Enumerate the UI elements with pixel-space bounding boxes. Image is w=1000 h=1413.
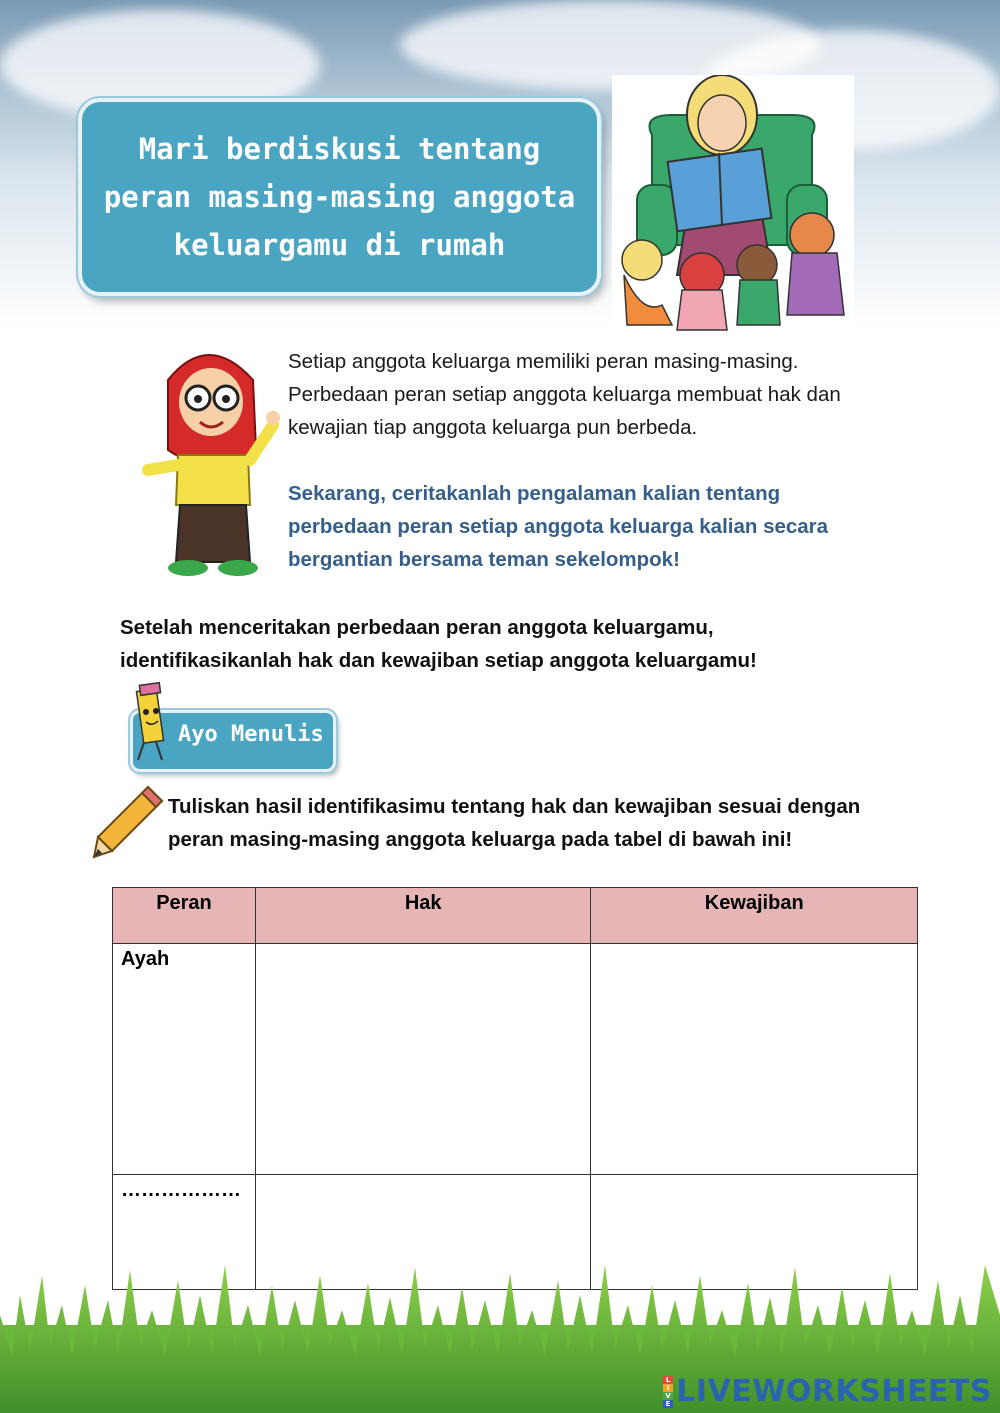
- header-kewajiban: Kewajiban: [591, 888, 918, 944]
- roles-table: [112, 887, 918, 1290]
- pencil-mascot-icon: [124, 682, 176, 764]
- storytime-illustration: [612, 75, 854, 335]
- hijab-girl-illustration: [138, 340, 283, 580]
- page-title: Mari berdiskusi tentang peran masing-masing anggota keluargamu di rumah: [103, 132, 576, 262]
- pencil-icon: [90, 783, 166, 859]
- live-logo-icon: L I V E: [663, 1376, 673, 1408]
- cell-peran: Ayah: [113, 944, 256, 1175]
- header-hak: Hak: [255, 888, 590, 944]
- table-header-row: [113, 888, 918, 944]
- identify-instruction: Setelah menceritakan perbedaan peran anggota keluargamu, identifikasikanlah hak dan kewajiban setiap anggota keluargamu!: [120, 616, 757, 672]
- title-banner: [78, 98, 601, 296]
- writing-instruction: Tuliskan hasil identifikasimu tentang hak dan kewajiban sesuai dengan peran masing-masing anggota keluarga pada tabel di bawah ini!: [168, 795, 861, 851]
- discussion-prompt: Sekarang, ceritakanlah pengalaman kalian tentang perbedaan peran setiap anggota keluarga kalian secara bergantian bersama teman sekelompok!: [288, 482, 829, 571]
- ayo-menulis-label: Ayo Menulis: [178, 722, 324, 747]
- table-row: [113, 944, 918, 1175]
- watermark-text: LIVEWORKSHEETS: [676, 1374, 992, 1409]
- liveworksheets-watermark: [663, 1374, 992, 1409]
- cell-peran-input[interactable]: ………………: [113, 1175, 256, 1290]
- intro-paragraph: Setiap anggota keluarga memiliki peran masing-masing. Perbedaan peran setiap anggota keluarga membuat hak dan kewajian tiap anggota keluarga pun berbeda.: [288, 350, 841, 439]
- header-peran: Peran: [113, 888, 256, 944]
- cell-hak-input[interactable]: [255, 944, 590, 1175]
- cell-kewajiban-input[interactable]: [591, 944, 918, 1175]
